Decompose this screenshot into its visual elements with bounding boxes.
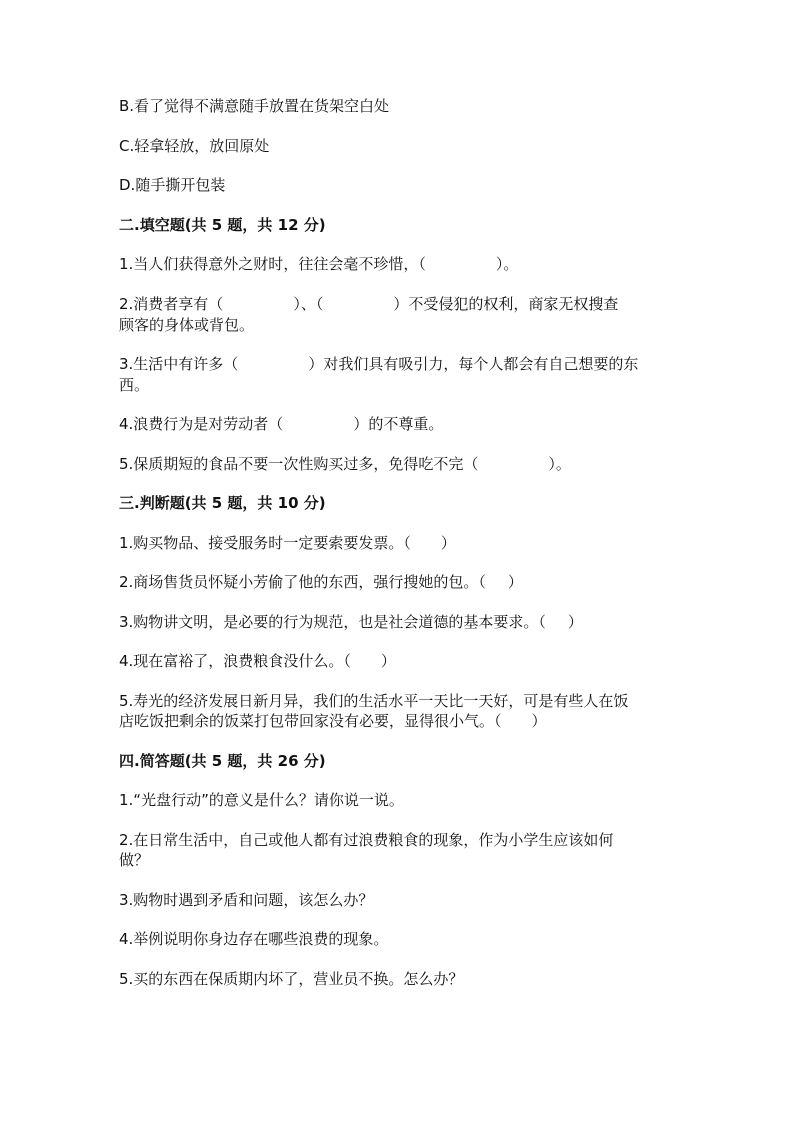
fill-q1-text: 1.当人们获得意外之财时，往往会毫不珍惜，（ (119, 255, 426, 273)
fill-q4-rest: ）的不尊重。 (353, 415, 444, 433)
section-judge-heading: 三.判断题(共 5 题，共 10 分) (119, 494, 326, 512)
section-short-heading: 四.简答题(共 5 题，共 26 分) (119, 752, 326, 770)
fill-question-2-cont: 顾客的身体或背包。 (119, 316, 255, 334)
judge-q2-text: 2.商场售货员怀疑小芳偷了他的东西，强行搜她的包。（ (119, 573, 486, 591)
option-c: C.轻拿轻放，放回原处 (119, 137, 270, 155)
fill-question-3 (119, 354, 679, 375)
fill-q1-end: ）。 (495, 255, 519, 273)
judge-q5-text: 店吃饭把剩余的饭菜打包带回家没有必要，显得很小气。（ (119, 712, 502, 730)
judge-q2-end: ） (507, 573, 523, 591)
short-question-1: 1.“光盘行动”的意义是什么？请你说一说。 (119, 791, 404, 809)
fill-question-2 (119, 294, 679, 315)
judge-q4-end: ） (380, 652, 396, 670)
section-fill-heading: 二.填空题(共 5 题，共 12 分) (119, 216, 326, 234)
fill-question-3-cont: 西。 (119, 376, 150, 394)
option-b: B.看了觉得不满意随手放置在货架空白处 (119, 97, 390, 115)
fill-q4-text: 4.浪费行为是对劳动者（ (119, 415, 284, 433)
judge-question-4 (119, 651, 679, 672)
fill-question-1 (119, 254, 679, 275)
judge-q1-text: 1.购买物品、接受服务时一定要索要发票。（ (119, 534, 411, 552)
fill-q5-text: 5.保质期短的食品不要一次性购买过多，免得吃不完（ (119, 455, 479, 473)
short-question-5: 5.买的东西在保质期内坏了，营业员不换。怎么办？ (119, 970, 464, 988)
judge-question-2 (119, 572, 679, 593)
judge-question-3 (119, 612, 679, 633)
short-question-4: 4.举例说明你身边存在哪些浪费的现象。 (119, 930, 389, 948)
judge-question-5: 5.寿光的经济发展日新月异，我们的生活水平一天比一天好，可是有些人在饭 (119, 692, 629, 710)
option-d: D.随手撕开包装 (119, 176, 226, 194)
fill-q2-text: 2.消费者享有（ (119, 295, 224, 313)
fill-q2-sep: ）、（ (293, 295, 324, 313)
fill-q5-end: ）。 (548, 455, 571, 473)
fill-question-5 (119, 454, 679, 475)
judge-q3-text: 3.购物讲文明，是必要的行为规范，也是社会道德的基本要求。（ (119, 613, 546, 631)
short-question-3: 3.购物时遇到矛盾和问题，该怎么办？ (119, 891, 374, 909)
fill-q3-rest: ）对我们具有吸引力，每个人都会有自己想要的东 (308, 355, 639, 373)
fill-q3-text: 3.生活中有许多（ (119, 355, 239, 373)
judge-question-5-cont (119, 711, 679, 732)
fill-q2-rest: ）不受侵犯的权利，商家无权搜查 (393, 295, 619, 313)
judge-q3-end: ） (567, 613, 583, 631)
judge-question-1 (119, 533, 679, 554)
short-question-2-cont: 做？ (119, 851, 150, 869)
judge-q1-end: ） (440, 534, 456, 552)
judge-q4-text: 4.现在富裕了，浪费粮食没什么。（ (119, 652, 351, 670)
judge-q5-end: ） (531, 712, 547, 730)
short-question-2: 2.在日常生活中，自己或他人都有过浪费粮食的现象，作为小学生应该如何 (119, 831, 614, 849)
fill-question-4 (119, 414, 679, 435)
